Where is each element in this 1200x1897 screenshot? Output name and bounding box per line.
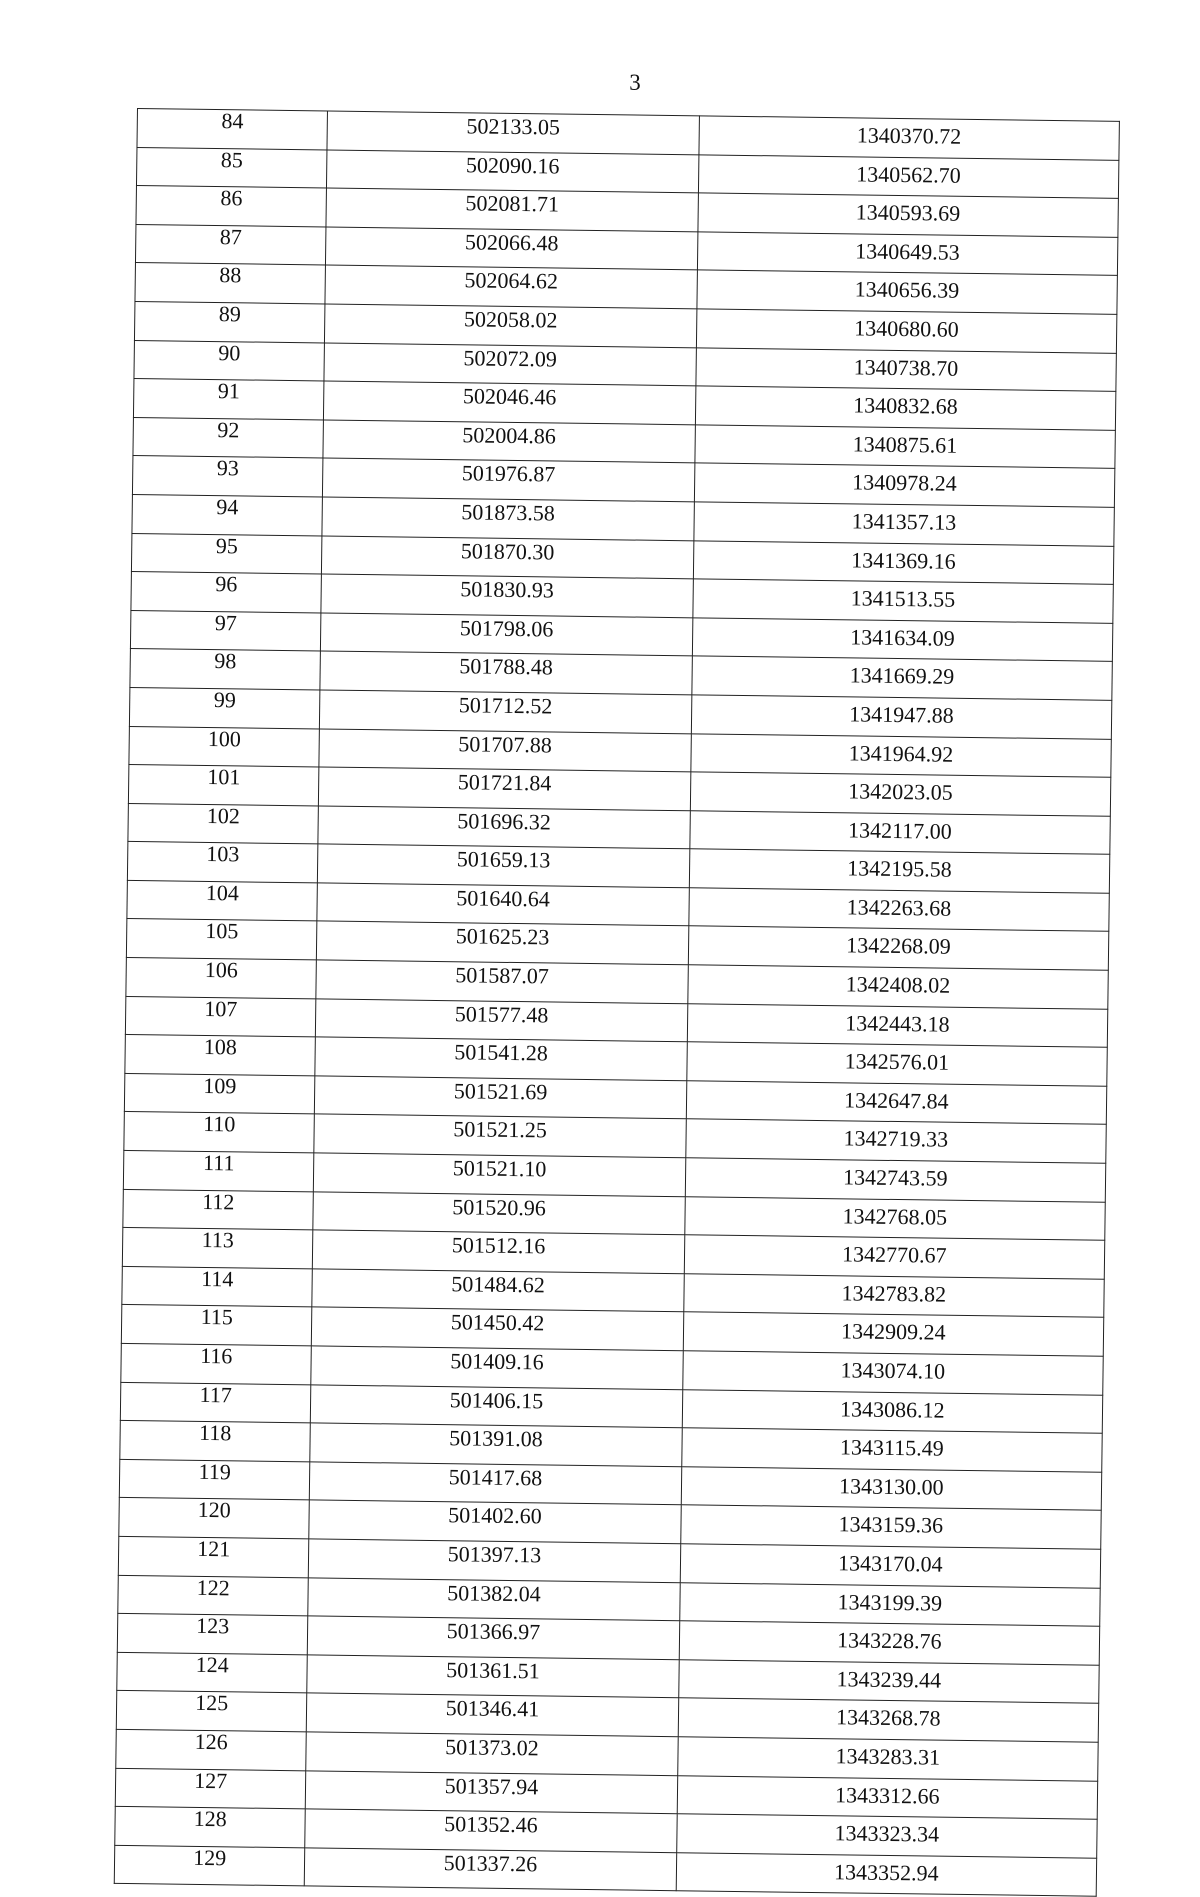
y-coordinate-cell: 1340593.69: [698, 193, 1119, 237]
y-coordinate-cell: 1341513.55: [693, 579, 1114, 623]
y-coordinate-cell: 1343130.00: [681, 1467, 1102, 1511]
x-coordinate-cell: 502133.05: [327, 111, 699, 154]
point-number-cell: 111: [123, 1150, 314, 1191]
y-coordinate-cell: 1342268.09: [688, 926, 1109, 970]
y-coordinate-cell: 1340978.24: [694, 463, 1115, 507]
y-coordinate-cell: 1343115.49: [681, 1428, 1102, 1472]
x-coordinate-cell: 501366.97: [307, 1616, 679, 1659]
point-number-cell: 98: [130, 649, 321, 690]
y-coordinate-cell: 1343352.94: [676, 1852, 1097, 1896]
x-coordinate-cell: 501352.46: [305, 1809, 677, 1852]
y-coordinate-cell: 1340562.70: [698, 154, 1119, 198]
x-coordinate-cell: 501357.94: [305, 1770, 677, 1813]
y-coordinate-cell: 1343239.44: [678, 1659, 1099, 1703]
y-coordinate-cell: 1342117.00: [690, 810, 1111, 854]
point-number-cell: 99: [129, 687, 320, 728]
x-coordinate-cell: 501361.51: [307, 1655, 679, 1698]
y-coordinate-cell: 1342719.33: [685, 1119, 1106, 1163]
point-number-cell: 128: [115, 1806, 306, 1847]
point-number-cell: 101: [128, 765, 319, 806]
page-number: 3: [629, 70, 641, 95]
x-coordinate-cell: 501512.16: [312, 1230, 684, 1273]
point-number-cell: 105: [126, 919, 317, 960]
x-coordinate-cell: 501521.25: [314, 1114, 686, 1157]
point-number-cell: 119: [119, 1459, 310, 1500]
point-number-cell: 124: [117, 1652, 308, 1693]
point-number-cell: 106: [126, 957, 317, 998]
point-number-cell: 88: [135, 263, 326, 304]
y-coordinate-cell: 1343312.66: [677, 1775, 1098, 1819]
point-number-cell: 93: [132, 456, 323, 497]
point-number-cell: 97: [130, 610, 321, 651]
x-coordinate-cell: 501382.04: [308, 1577, 680, 1620]
coordinates-table: [114, 108, 1120, 1897]
y-coordinate-cell: 1340875.61: [695, 425, 1116, 469]
y-coordinate-cell: 1342909.24: [683, 1312, 1104, 1356]
x-coordinate-cell: 501391.08: [310, 1423, 682, 1466]
point-number-cell: 129: [114, 1845, 305, 1886]
y-coordinate-cell: 1340832.68: [695, 386, 1116, 430]
y-coordinate-cell: 1341357.13: [694, 502, 1115, 546]
y-coordinate-cell: 1342576.01: [686, 1042, 1107, 1086]
point-number-cell: 91: [133, 379, 324, 420]
point-number-cell: 115: [121, 1305, 312, 1346]
point-number-cell: 117: [120, 1382, 311, 1423]
coordinates-table-body: [114, 109, 1119, 1897]
y-coordinate-cell: 1342743.59: [685, 1158, 1106, 1202]
point-number-cell: 109: [124, 1073, 315, 1114]
x-coordinate-cell: 501417.68: [309, 1462, 681, 1505]
y-coordinate-cell: 1342647.84: [686, 1081, 1107, 1125]
y-coordinate-cell: 1340649.53: [697, 232, 1118, 276]
x-coordinate-cell: 501625.23: [317, 921, 689, 964]
x-coordinate-cell: 501712.52: [320, 690, 692, 733]
point-number-cell: 123: [117, 1614, 308, 1655]
point-number-cell: 96: [131, 572, 322, 613]
point-number-cell: 86: [136, 186, 327, 227]
point-number-cell: 84: [137, 109, 328, 150]
point-number-cell: 127: [115, 1768, 306, 1809]
y-coordinate-cell: 1343159.36: [680, 1505, 1101, 1549]
y-coordinate-cell: 1343323.34: [676, 1814, 1097, 1858]
x-coordinate-cell: 501798.06: [321, 613, 693, 656]
y-coordinate-cell: 1340738.70: [696, 347, 1117, 391]
x-coordinate-cell: 501337.26: [304, 1848, 676, 1891]
x-coordinate-cell: 501346.41: [306, 1693, 678, 1736]
point-number-cell: 104: [127, 880, 318, 921]
x-coordinate-cell: 502081.71: [326, 188, 698, 231]
point-number-cell: 118: [120, 1421, 311, 1462]
y-coordinate-cell: 1342770.67: [684, 1235, 1105, 1279]
point-number-cell: 103: [127, 842, 318, 883]
x-coordinate-cell: 501587.07: [316, 960, 688, 1003]
y-coordinate-cell: 1343268.78: [678, 1698, 1099, 1742]
point-number-cell: 125: [116, 1691, 307, 1732]
x-coordinate-cell: 502072.09: [324, 343, 696, 386]
y-coordinate-cell: 1340680.60: [696, 309, 1117, 353]
x-coordinate-cell: 501406.15: [310, 1384, 682, 1427]
point-number-cell: 126: [116, 1729, 307, 1770]
point-number-cell: 113: [122, 1228, 313, 1269]
point-number-cell: 121: [118, 1536, 309, 1577]
x-coordinate-cell: 501373.02: [306, 1732, 678, 1775]
point-number-cell: 90: [134, 340, 325, 381]
x-coordinate-cell: 501696.32: [318, 806, 690, 849]
point-number-cell: 112: [123, 1189, 314, 1230]
x-coordinate-cell: 501409.16: [311, 1346, 683, 1389]
x-coordinate-cell: 502066.48: [326, 227, 698, 270]
x-coordinate-cell: 501830.93: [321, 574, 693, 617]
point-number-cell: 108: [125, 1035, 316, 1076]
x-coordinate-cell: 502058.02: [325, 304, 697, 347]
x-coordinate-cell: 502004.86: [323, 420, 695, 463]
point-number-cell: 89: [134, 301, 325, 342]
point-number-cell: 114: [122, 1266, 313, 1307]
y-coordinate-cell: 1343170.04: [680, 1544, 1101, 1588]
point-number-cell: 95: [131, 533, 322, 574]
x-coordinate-cell: 501402.60: [309, 1500, 681, 1543]
x-coordinate-cell: 501976.87: [323, 458, 695, 501]
y-coordinate-cell: 1341669.29: [692, 656, 1113, 700]
y-coordinate-cell: 1340370.72: [699, 116, 1120, 160]
x-coordinate-cell: 501521.10: [313, 1153, 685, 1196]
y-coordinate-cell: 1341634.09: [692, 618, 1113, 662]
y-coordinate-cell: 1343086.12: [682, 1389, 1103, 1433]
y-coordinate-cell: 1342768.05: [684, 1196, 1105, 1240]
point-number-cell: 102: [128, 803, 319, 844]
y-coordinate-cell: 1340656.39: [697, 270, 1118, 314]
x-coordinate-cell: 501870.30: [322, 535, 694, 578]
point-number-cell: 87: [135, 224, 326, 265]
point-number-cell: 100: [129, 726, 320, 767]
y-coordinate-cell: 1342263.68: [689, 888, 1110, 932]
y-coordinate-cell: 1342443.18: [687, 1003, 1108, 1047]
x-coordinate-cell: 501721.84: [319, 767, 691, 810]
y-coordinate-cell: 1342783.82: [683, 1274, 1104, 1318]
x-coordinate-cell: 501397.13: [308, 1539, 680, 1582]
point-number-cell: 85: [136, 147, 327, 188]
y-coordinate-cell: 1343074.10: [682, 1351, 1103, 1395]
y-coordinate-cell: 1342195.58: [689, 849, 1110, 893]
y-coordinate-cell: 1343228.76: [679, 1621, 1100, 1665]
x-coordinate-cell: 502090.16: [327, 150, 699, 193]
y-coordinate-cell: 1341964.92: [691, 733, 1112, 777]
y-coordinate-cell: 1342408.02: [687, 965, 1108, 1009]
x-coordinate-cell: 501484.62: [312, 1269, 684, 1312]
point-number-cell: 116: [121, 1343, 312, 1384]
x-coordinate-cell: 502046.46: [324, 381, 696, 424]
x-coordinate-cell: 501520.96: [313, 1192, 685, 1235]
point-number-cell: 92: [133, 417, 324, 458]
x-coordinate-cell: 502064.62: [325, 265, 697, 308]
point-number-cell: 122: [118, 1575, 309, 1616]
y-coordinate-cell: 1343283.31: [677, 1737, 1098, 1781]
x-coordinate-cell: 501450.42: [311, 1307, 683, 1350]
point-number-cell: 110: [124, 1112, 315, 1153]
x-coordinate-cell: 501873.58: [322, 497, 694, 540]
x-coordinate-cell: 501788.48: [320, 651, 692, 694]
x-coordinate-cell: 501659.13: [318, 844, 690, 887]
x-coordinate-cell: 501707.88: [319, 728, 691, 771]
y-coordinate-cell: 1342023.05: [690, 772, 1111, 816]
x-coordinate-cell: 501577.48: [316, 999, 688, 1042]
x-coordinate-cell: 501521.69: [314, 1076, 686, 1119]
y-coordinate-cell: 1341947.88: [691, 695, 1112, 739]
x-coordinate-cell: 501640.64: [317, 883, 689, 926]
point-number-cell: 120: [119, 1498, 310, 1539]
y-coordinate-cell: 1343199.39: [679, 1582, 1100, 1626]
y-coordinate-cell: 1341369.16: [693, 540, 1114, 584]
x-coordinate-cell: 501541.28: [315, 1037, 687, 1080]
point-number-cell: 94: [132, 494, 323, 535]
point-number-cell: 107: [125, 996, 316, 1037]
